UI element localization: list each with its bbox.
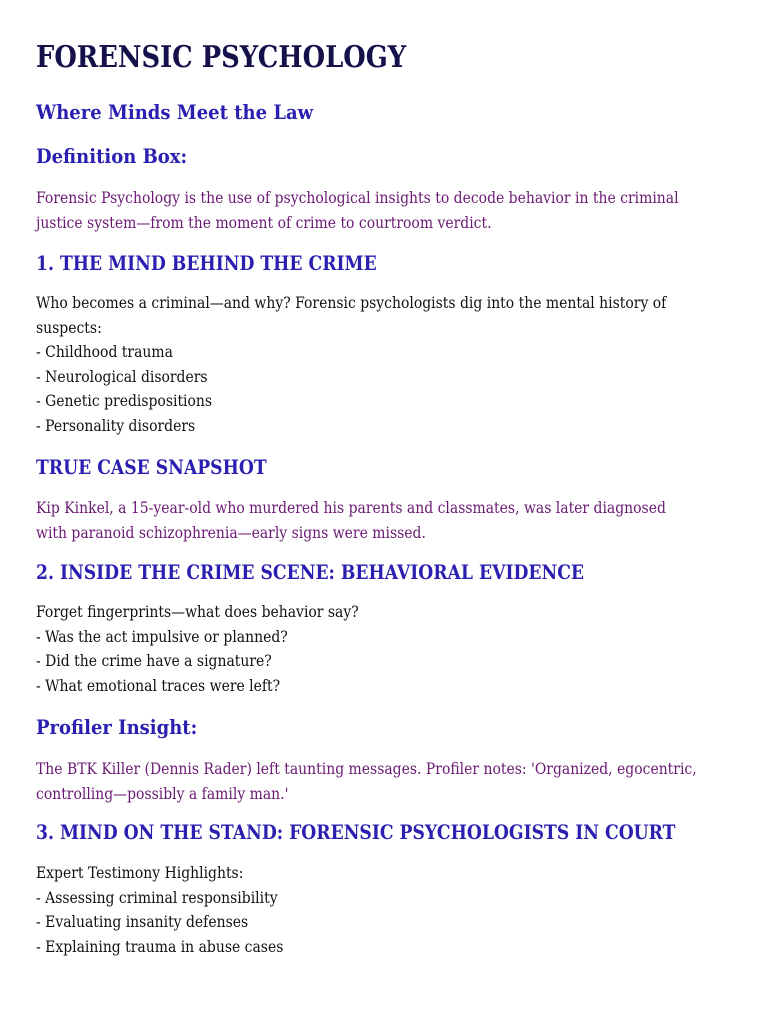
profiler-insight-text bbox=[36, 757, 736, 806]
list-item: - Explaining trauma in abuse cases bbox=[36, 937, 284, 956]
definition-heading: Definition Box: bbox=[36, 144, 188, 168]
section-2-text bbox=[36, 600, 736, 698]
case-snapshot-line: with paranoid schizophrenia—early signs were missed. bbox=[36, 523, 426, 542]
section-1-text bbox=[36, 291, 736, 438]
list-item: - Did the crime have a signature? bbox=[36, 652, 272, 670]
definition-line: justice system—from the moment of crime to courtroom verdict. bbox=[36, 213, 492, 232]
profiler-insight-line: The BTK Killer (Dennis Rader) left taunting messages. Profiler notes: 'Organized, egocentric, bbox=[36, 760, 697, 778]
section-3-text bbox=[36, 861, 736, 959]
case-snapshot-line: Kip Kinkel, a 15-year-old who murdered his parents and classmates, was later diagnosed bbox=[36, 499, 666, 517]
list-item: - Evaluating insanity defenses bbox=[36, 913, 249, 931]
section-3-heading: 3. MIND ON THE STAND: FORENSIC PSYCHOLOGISTS IN COURT bbox=[36, 820, 676, 844]
definition-text bbox=[36, 186, 736, 235]
list-item: - Was the act impulsive or planned? bbox=[36, 627, 288, 646]
list-item: - What emotional traces were left? bbox=[36, 676, 281, 695]
list-item: - Personality disorders bbox=[36, 416, 196, 435]
page-title: FORENSIC PSYCHOLOGY bbox=[36, 40, 407, 75]
list-item: - Childhood trauma bbox=[36, 343, 173, 361]
case-snapshot-heading: TRUE CASE SNAPSHOT bbox=[36, 455, 267, 479]
section-1-heading: 1. THE MIND BEHIND THE CRIME bbox=[36, 251, 377, 275]
section-2-line: Forget fingerprints—what does behavior say? bbox=[36, 603, 359, 621]
list-item: - Assessing criminal responsibility bbox=[36, 888, 278, 907]
list-item: - Neurological disorders bbox=[36, 367, 208, 386]
section-2-heading: 2. INSIDE THE CRIME SCENE: BEHAVIORAL EVIDENCE bbox=[36, 560, 585, 584]
section-1-line: suspects: bbox=[36, 318, 102, 337]
section-1-line: Who becomes a criminal—and why? Forensic psychologists dig into the mental history of bbox=[36, 294, 667, 312]
definition-line: Forensic Psychology is the use of psychological insights to decode behavior in the criminal bbox=[36, 189, 679, 207]
profiler-insight-heading: Profiler Insight: bbox=[36, 715, 198, 739]
profiler-insight-line: controlling—possibly a family man.' bbox=[36, 784, 289, 803]
case-snapshot-text bbox=[36, 496, 736, 545]
section-3-line: Expert Testimony Highlights: bbox=[36, 864, 244, 882]
page-subtitle: Where Minds Meet the Law bbox=[36, 100, 314, 124]
list-item: - Genetic predispositions bbox=[36, 392, 213, 410]
